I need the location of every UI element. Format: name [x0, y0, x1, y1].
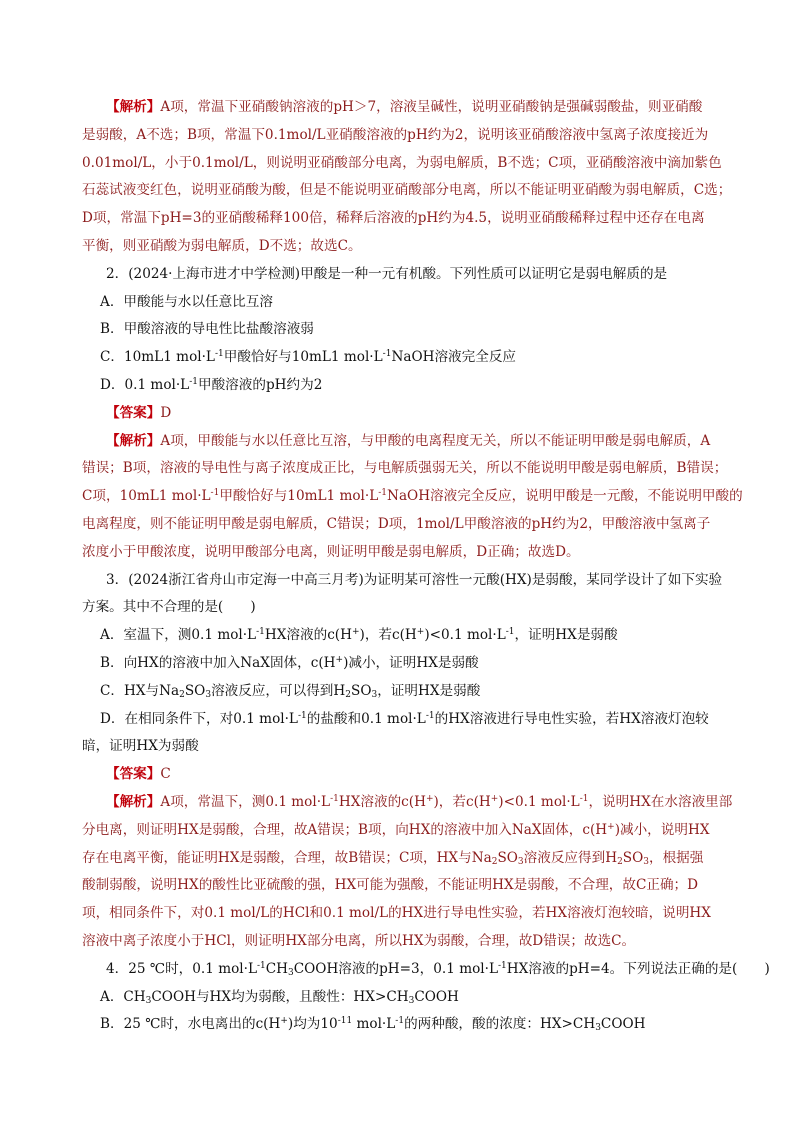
text-run: NaOH溶液完全反应，说明甲酸是一元酸，不能说明甲酸的 [387, 488, 743, 505]
text-run: 的HX溶液进行导电性实验，若HX溶液灯泡较 [434, 710, 709, 727]
text-line [82, 233, 722, 261]
text-run: )减小，证明HX是弱酸 [343, 654, 479, 671]
superscript: -11 [337, 1016, 353, 1027]
text-run: 电离程度，则不能证明甲酸是弱电解质，C错误；D项，1mol/L甲酸溶液的pH约为2，甲酸溶液中氢离子 [82, 515, 711, 532]
superscript: -1 [378, 488, 388, 499]
subscript: 3 [517, 856, 524, 867]
text-run: SO [622, 849, 644, 866]
text-line [82, 872, 722, 900]
text-line [82, 289, 722, 317]
text-run: HX溶液的pH=4。下列说法正确的是( ) [506, 960, 770, 977]
text-run: 甲酸恰好与10mL1 mol·L [223, 349, 383, 366]
text-line [82, 817, 722, 845]
text-line [82, 316, 722, 344]
text-line [82, 483, 743, 511]
text-run: 溶液中离子浓度小于HCl，则证明HX部分电离，所以HX为弱酸，合理，故D错误；故选C。 [82, 932, 636, 949]
text-line [82, 567, 722, 595]
text-line [82, 372, 722, 400]
superscript: + [280, 1016, 288, 1027]
text-run: 石蕊试液变红色，说明亚硝酸为酸，但是不能说明亚硝酸部分电离，所以不能证明亚硝酸为弱电解质，C选； [82, 182, 732, 199]
text-line [82, 261, 722, 289]
superscript: + [425, 793, 434, 804]
text-run: SO [497, 849, 518, 866]
text-line [82, 594, 722, 622]
text-run: B．25 ℃时，水电离出的c(H [100, 1016, 281, 1033]
text-line [82, 344, 722, 372]
superscript: -1 [497, 960, 507, 971]
answer-label: 【答案】 [106, 766, 161, 783]
analysis-label: 【解析】 [106, 793, 161, 810]
superscript: -1 [210, 488, 220, 499]
superscript: -1 [579, 793, 589, 804]
answer-value: C [160, 766, 171, 783]
text-line [82, 177, 732, 205]
superscript: + [490, 793, 499, 804]
text-line [82, 511, 722, 539]
superscript: -1 [256, 627, 265, 638]
text-run: A项，常温下，测0.1 mol·L [160, 793, 331, 810]
text-run: 3．(2024浙江省舟山市定海一中高三月考)为证明某可溶性一元酸(HX)是弱酸，某同学设计了如下实验 [106, 571, 723, 588]
superscript: + [335, 654, 344, 665]
text-run: mol·L [352, 1016, 396, 1033]
text-run: ，证明HX是弱酸 [377, 682, 481, 699]
text-run: 方案。其中不合理的是( ) [82, 599, 256, 616]
text-run: 错误；B项，溶液的导电性与离子浓度成正比，与电解质强弱无关，所以不能说明甲酸是弱电解质，B错误； [82, 460, 728, 477]
text-run: COOH [414, 988, 459, 1005]
text-run: HX溶液的c(H [264, 627, 352, 644]
text-run: D项，常温下pH=3的亚硝酸稀释100倍，稀释后溶液的pH约为4.5，说明亚硝酸稀释过程中还存在电离 [82, 210, 705, 227]
answer-label: 【答案】 [106, 404, 161, 421]
text-run: ，证明HX是弱酸 [514, 627, 618, 644]
text-run: )，若c(H [359, 627, 417, 644]
text-run: D．0.1 mol·L [100, 376, 190, 393]
text-line [82, 1011, 722, 1039]
superscript: -1 [256, 960, 266, 971]
superscript: + [416, 627, 425, 638]
text-run: A．甲酸能与水以任意比互溶 [100, 293, 273, 310]
text-run: )<0.1 mol·L [424, 627, 506, 644]
text-run: )<0.1 mol·L [498, 793, 580, 810]
text-run: NaOH溶液完全反应 [391, 349, 517, 366]
text-run: 溶液反应，可以得到H [211, 682, 346, 699]
text-run: )均为10 [287, 1016, 338, 1033]
text-line [82, 956, 770, 984]
analysis-label: 【解析】 [106, 99, 161, 115]
text-run: B．向HX的溶液中加入NaX固体，c(H [100, 654, 336, 671]
superscript: -1 [505, 627, 515, 638]
text-line [82, 650, 722, 678]
analysis-label: 【解析】 [106, 432, 161, 449]
text-run: COOH [600, 1016, 646, 1033]
text-run: HX溶液的c(H [338, 793, 426, 810]
answer-line [82, 400, 722, 428]
text-run: CH [265, 960, 289, 977]
text-line [82, 928, 722, 956]
text-line [82, 539, 722, 567]
superscript: -1 [297, 710, 307, 721]
subscript: 3 [595, 1023, 601, 1034]
text-run: A项，甲酸能与水以任意比互溶，与甲酸的电离程度无关，所以不能证明甲酸是弱电解质，A [160, 432, 711, 449]
text-run: )，若c(H [433, 793, 491, 810]
text-line [82, 150, 722, 178]
subscript: 3 [408, 995, 415, 1006]
subscript: 3 [205, 689, 212, 700]
text-run: SO [351, 682, 372, 699]
text-run: 是弱酸，A不选；B项，常温下0.1mol/L亚硝酸溶液的pH约为2，说明该亚硝酸溶液中氢离子浓度接近为 [82, 126, 709, 143]
subscript: 3 [288, 967, 294, 978]
text-run: 0.01mol/L，小于0.1mol/L，则说明亚硝酸部分电离，为弱电解质，B不选；C项，亚硝酸溶液中滴加紫色 [82, 154, 722, 171]
text-line [82, 900, 722, 928]
subscript: 2 [179, 689, 185, 700]
text-run: A项，常温下亚硝酸钠溶液的pH＞7，溶液呈碱性，说明亚硝酸钠是强碱弱酸盐，则亚硝酸 [160, 99, 703, 115]
answer-value: D [160, 404, 172, 421]
text-run: 项，相同条件下，对0.1 mol/L的HCl和0.1 mol/L的HX进行导电性实验，若HX溶液灯泡较暗，说明HX [82, 905, 711, 922]
text-run: 浓度小于甲酸浓度，说明甲酸部分电离，则证明甲酸是弱电解质，D正确；故选D。 [82, 543, 580, 560]
text-line [82, 845, 722, 873]
superscript: -1 [425, 710, 435, 721]
subscript: 2 [617, 856, 623, 867]
document-body [82, 94, 770, 1039]
subscript: 3 [145, 995, 152, 1006]
text-run: ，说明HX在水溶液里部 [588, 793, 733, 810]
text-line [82, 678, 722, 706]
subscript: 3 [371, 689, 378, 700]
text-line [82, 205, 722, 233]
superscript: -1 [395, 1016, 405, 1027]
text-run: 4．25 ℃时，0.1 mol·L [106, 960, 257, 977]
text-run: C．HX与Na [100, 682, 180, 699]
superscript: -1 [189, 376, 198, 387]
superscript: + [351, 627, 360, 638]
text-run: 的两种酸，酸的浓度：HX>CH [404, 1016, 596, 1033]
text-run: )减小，说明HX [614, 821, 710, 838]
superscript: -1 [382, 349, 392, 360]
subscript: 3 [643, 856, 649, 867]
text-run: C项，10mL1 mol·L [82, 488, 211, 505]
subscript: 2 [491, 856, 498, 867]
text-run: A．室温下，测0.1 mol·L [100, 627, 257, 644]
superscript: -1 [330, 793, 339, 804]
subscript: 2 [345, 689, 351, 700]
text-run: 平衡，则亚硝酸为弱电解质，D不选；故选C。 [82, 237, 362, 254]
text-run: 2．(2024·上海市进才中学检测)甲酸是一种一元有机酸。下列性质可以证明它是弱电解质的是 [106, 265, 668, 282]
text-run: 的盐酸和0.1 mol·L [306, 710, 426, 727]
text-run: COOH与HX均为弱酸，且酸性：HX>CH [151, 988, 409, 1005]
text-line [82, 428, 722, 456]
text-run: 甲酸恰好与10mL1 mol·L [219, 488, 379, 505]
text-run: 甲酸溶液的pH约为2 [197, 376, 323, 393]
text-line [82, 622, 722, 650]
text-run: 分电离，则证明HX是弱酸，合理，故A错误；B项，向HX的溶液中加入NaX固体，c(H [82, 821, 608, 838]
text-line [82, 455, 728, 483]
text-run: D．在相同条件下，对0.1 mol·L [100, 710, 298, 727]
text-run: COOH溶液的pH=3，0.1 mol·L [293, 960, 498, 977]
superscript: -1 [214, 349, 224, 360]
text-run: 溶液反应得到H [523, 849, 618, 866]
text-line [82, 706, 722, 734]
text-line [82, 789, 733, 817]
text-run: A．CH [100, 988, 146, 1005]
text-line [82, 94, 722, 122]
answer-line [82, 761, 722, 789]
text-run: C．10mL1 mol·L [100, 349, 215, 366]
text-run: B．甲酸溶液的导电性比盐酸溶液弱 [100, 321, 314, 338]
text-run: ，根据强 [649, 849, 704, 866]
text-run: 暗，证明HX为弱酸 [82, 738, 199, 755]
superscript: + [607, 821, 615, 832]
text-line [82, 984, 722, 1012]
text-line [82, 122, 722, 150]
text-run: 存在电离平衡，能证明HX是弱酸，合理，故B错误；C项，HX与Na [82, 849, 492, 866]
text-run: 酸制弱酸，说明HX的酸性比亚硫酸的强，HX可能为强酸，不能证明HX是弱酸，不合理，故C正确；D [82, 877, 699, 894]
text-line [82, 733, 722, 761]
text-run: SO [184, 682, 206, 699]
